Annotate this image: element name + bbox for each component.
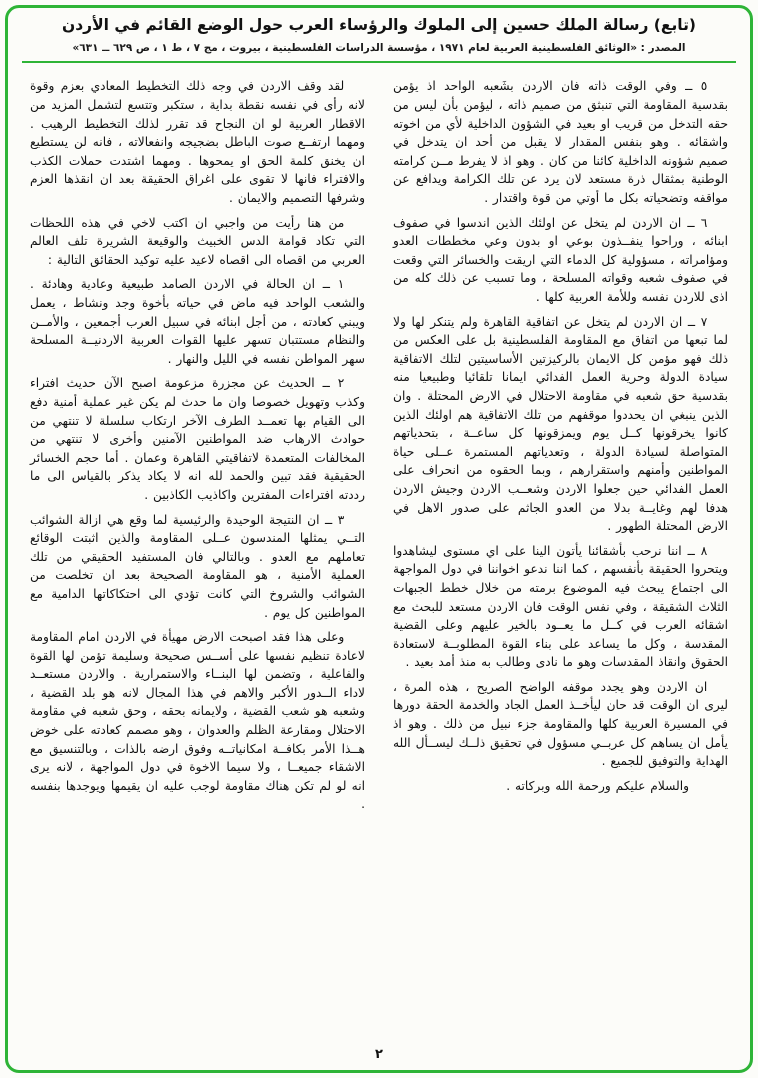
paragraph-point-3: ٣ ــ ان النتيجة الوحيدة والرئيسية لما وقع هي ازالة الشوائب التــي يمثلها المندسون عــلى المقاومة والذين اثبتت الوقائع تعاملهم مع العدو . وبالتالي فان المستفيد الحقيقي من تلك العملية الأمنية ، هو المقاومة الصحيحة بعد ان تخلصت من الشوائب والشروخ التي كانت تؤدي الى احتكاكاتها الدامية مع المواطنين كل يوم . <box>30 512 365 620</box>
document-header <box>22 12 736 63</box>
paragraph-intro: لقد وقف الاردن في وجه ذلك التخطيط المعادي بعزم وقوة لانه رأى في نفسه نقطة بداية ، ستكبر وتتسع لتشمل المزيد من الاقطار العربية لو ان النجاح قد تقرر لذلك التخطيط الرهيب . ومهما ارتفــع صوت الباطل بضجيجه وانفعالاته ، فانه لن يستطيع ان يخنق كلمة الحق او يمحوها . ومهما اشتدت حملات الكذب والافتراء فانها لا تقوى على اغراق الحقيقة بعد ان انقذها العزم وشرفها التصميم والايمان . <box>30 79 365 206</box>
paragraph-point-5: ٥ ــ وفي الوقت ذاته فان الاردن بشَعبه الواحد اذ يؤمن بقدسية المقاومة التي تنبثق من صميم ذاته ، ليؤمن بأن ليس من حقه التدخل من قريب او بعيد في الشؤون الداخلية لأي من اخوته واشقائه . وهو بنفس المقدار لا يقبل من أحد ان يتدخل في صميم شؤونه الداخلية كائنا من كان . وهو اذ لا يفرط مــن كرامته الوطنية بمثقال ذرة مستعد لان يرد عن تلك الكرامة ويدافع عن مواقفه وتضحياته بكل ما أوتي من قوة واقتدار . <box>393 79 728 206</box>
paragraph-point-2: ٢ ــ الحديث عن مجزرة مزعومة اصبح الآن حديث افتراء وكذب وتهويل خصوصا وان ما حدث لم يكن غير عملية أمنية دفع الى القيام بها تعمــد الطرف الآخر ارتكاب سلسلة لا تنتهي من حوادث الارهاب ضد المواطنين الآمنين وأخرى لا تنتهي من المخالفات المتعمدة لاتفاقيتي القاهرة وعمان . أما حجم الخسائر الحقيقية فقد تبين والحمد لله انه لا يكاد يذكر بالقياس الى ما رددته افتراءات المفترين واكاذيب الكاذبين . <box>30 376 365 502</box>
document-title: (تابع) رسالة الملك حسين إلى الملوك والرؤساء العرب حول الوضع القائم في الأردن <box>61 16 697 34</box>
paragraph-conclusion: ان الاردن وهو يجدد موقفه الواضح الصريح ، هذه المرة ، ليرى ان الوقت قد حان ليأخــذ العمل الجاد والخدمة الحقة دورها في المسيرة العربية كلها والمقاومة جزء نبيل من ذلك . وهو اذ يأمل ان يساهم كل عربــي مسؤول في تحقيق ذلــك ليســأل الله الهداية والتوفيق للجميع . <box>393 679 728 769</box>
paragraph-point-8: ٨ ــ اننا نرحب بأشقائنا يأتون الينا على اي مستوى ليشاهدوا ويتحروا الحقيقة بأنفسهم ، كما اننا ندعو اخواننا في دول المواجهة الى اجتماع يبحث فيه الموضوع برمته من خلال خطط الجبهات الثلاث الشقيقة ، وفي نفس الوقت فان الاردن مستعد للبحث مع اشقائه العرب في كــل ما يعــود بالخير عليهم وعلى القضية المقدسة ، وكل ما يساعد على بناء القوة المطلوبــة لاستعادة الحقوق وانقاذ المقدسات وهو ما نادى وطالب به منذ أمد بعيد . <box>393 543 728 670</box>
right-column <box>393 77 728 801</box>
paragraph-point-6: ٦ ــ ان الاردن لم يتخل عن اولئك الذين اندسوا في صفوف ابنائه ، وراحوا ينفــذون بوعي او بدون وعي مخططات العدو ومؤامراته ، مسؤولية كل الدماء التي اريقت والخسائر التي وقعت في صفوف شعبه وقواته المسلحة ، وما تسبب عن ذلك كله من اذى للاردن نفسه وللأمة العربية كلها . <box>393 215 728 304</box>
paragraph-point-1: ١ ــ ان الحالة في الاردن الصامد طبيعية وعادية وهادئة . والشعب الواحد فيه ماض في حياته بأخوة وجد ونشاط ، يعمل ويبني كعادته ، من أجل ابنائه في سبيل العرب أجمعين ، والأمــن والنظام مستتبان تسهر عليها القوات العربية الاردنيــة المسلحة سهر المواطن نفسه في الليل والنهار . <box>30 277 365 366</box>
paragraph-salutation: والسلام عليكم ورحمة الله وبركاته . <box>506 778 689 793</box>
page-number: ٢ <box>375 1047 383 1062</box>
paragraph-point-7: ٧ ــ ان الاردن لم يتخل عن اتفاقية القاهرة ولم يتنكر لها ولا لما تبعها من اتفاق مع المقاومة الفلسطينية بل على العكس من ذلك فهو مؤمن كل الايمان بالركيزتين الأساسيتين لتلك الاتفاقية سيادة الدولة وحرية العمل الفدائي ايمانا تلقائيا وطبيعيا منه بقدسية حق شعبه في مقاومة الاحتلال في الارض المحتلة . وان الذين ينبغي ان يحددوا موقفهم من تلك الاتفاقية هم اولئك الذين كانوا يخرقونها كــل يوم ويمزقونها كل ساعــة ، بتحدياتهم المتواصلة لسيادة الدولة ، وتعدياتهم المستمرة عــلى حياة المواطنين وأمنهم واستقرارهم ، وبما الحقوه من انحراف على العمل الفدائي حين جعلوا الاردن وشعــب الاردن وجيش الاردن هدفا لهم وغايــة بدلا من العدو الجاثم على صدور الاهل في الارض المحتلة الطهور . <box>393 314 728 534</box>
document-body <box>22 63 736 1039</box>
paragraph-resistance: وعلى هذا فقد اصبحت الارض مهيأة في الاردن امام المقاومة لاعادة تنظيم نفسها على أســس صحيحة وسليمة تؤمن لها القوة والفاعلية ، وتضمن لها البنــاء والاستمرارية . والاردن مستعــد لاداء الــدور الأكبر والاهم في هذا المجال لانه هو بلد القضية ، وشعبه هو شعب القضية ، ولايمانه بحقه ، وحق شعبه في مقاومة الاحتلال ومقارعة الظلم والعدوان ، وهو مصمم كعادته على خوض هــذا الأمر بكافــة امكانياتــه وفوق ارضه بالذات ، وبالتنسيق مع الاشقاء جميعــا ، ولا سيما الاخوة في دول المواجهة ، لانه يرى انه لو لم تكن هناك مقاومة لوجب عليه ان يقيمها ويوجدها بنفسه . <box>30 630 365 812</box>
document-footer <box>22 1039 736 1072</box>
paragraph-preamble: من هنا رأيت من واجبي ان اكتب لاخي في هذه اللحظات التي تكاد قوامة الدس الخبيث والوقيعة الشريرة تلف العالم العربي من اقصاه الى اقصاه لاعيد عليه توكيد الحقائق التالية : <box>30 215 365 267</box>
source-line: المصدر : «الوثائق الفلسطينية العربية لعام ١٩٧١ ، مؤسسة الدراسات الفلسطينية ، بيروت ، مج ٧ ، ط ١ ، ص ٦٢٩ ــ ٦٣١» <box>72 42 686 55</box>
left-column <box>30 77 365 820</box>
